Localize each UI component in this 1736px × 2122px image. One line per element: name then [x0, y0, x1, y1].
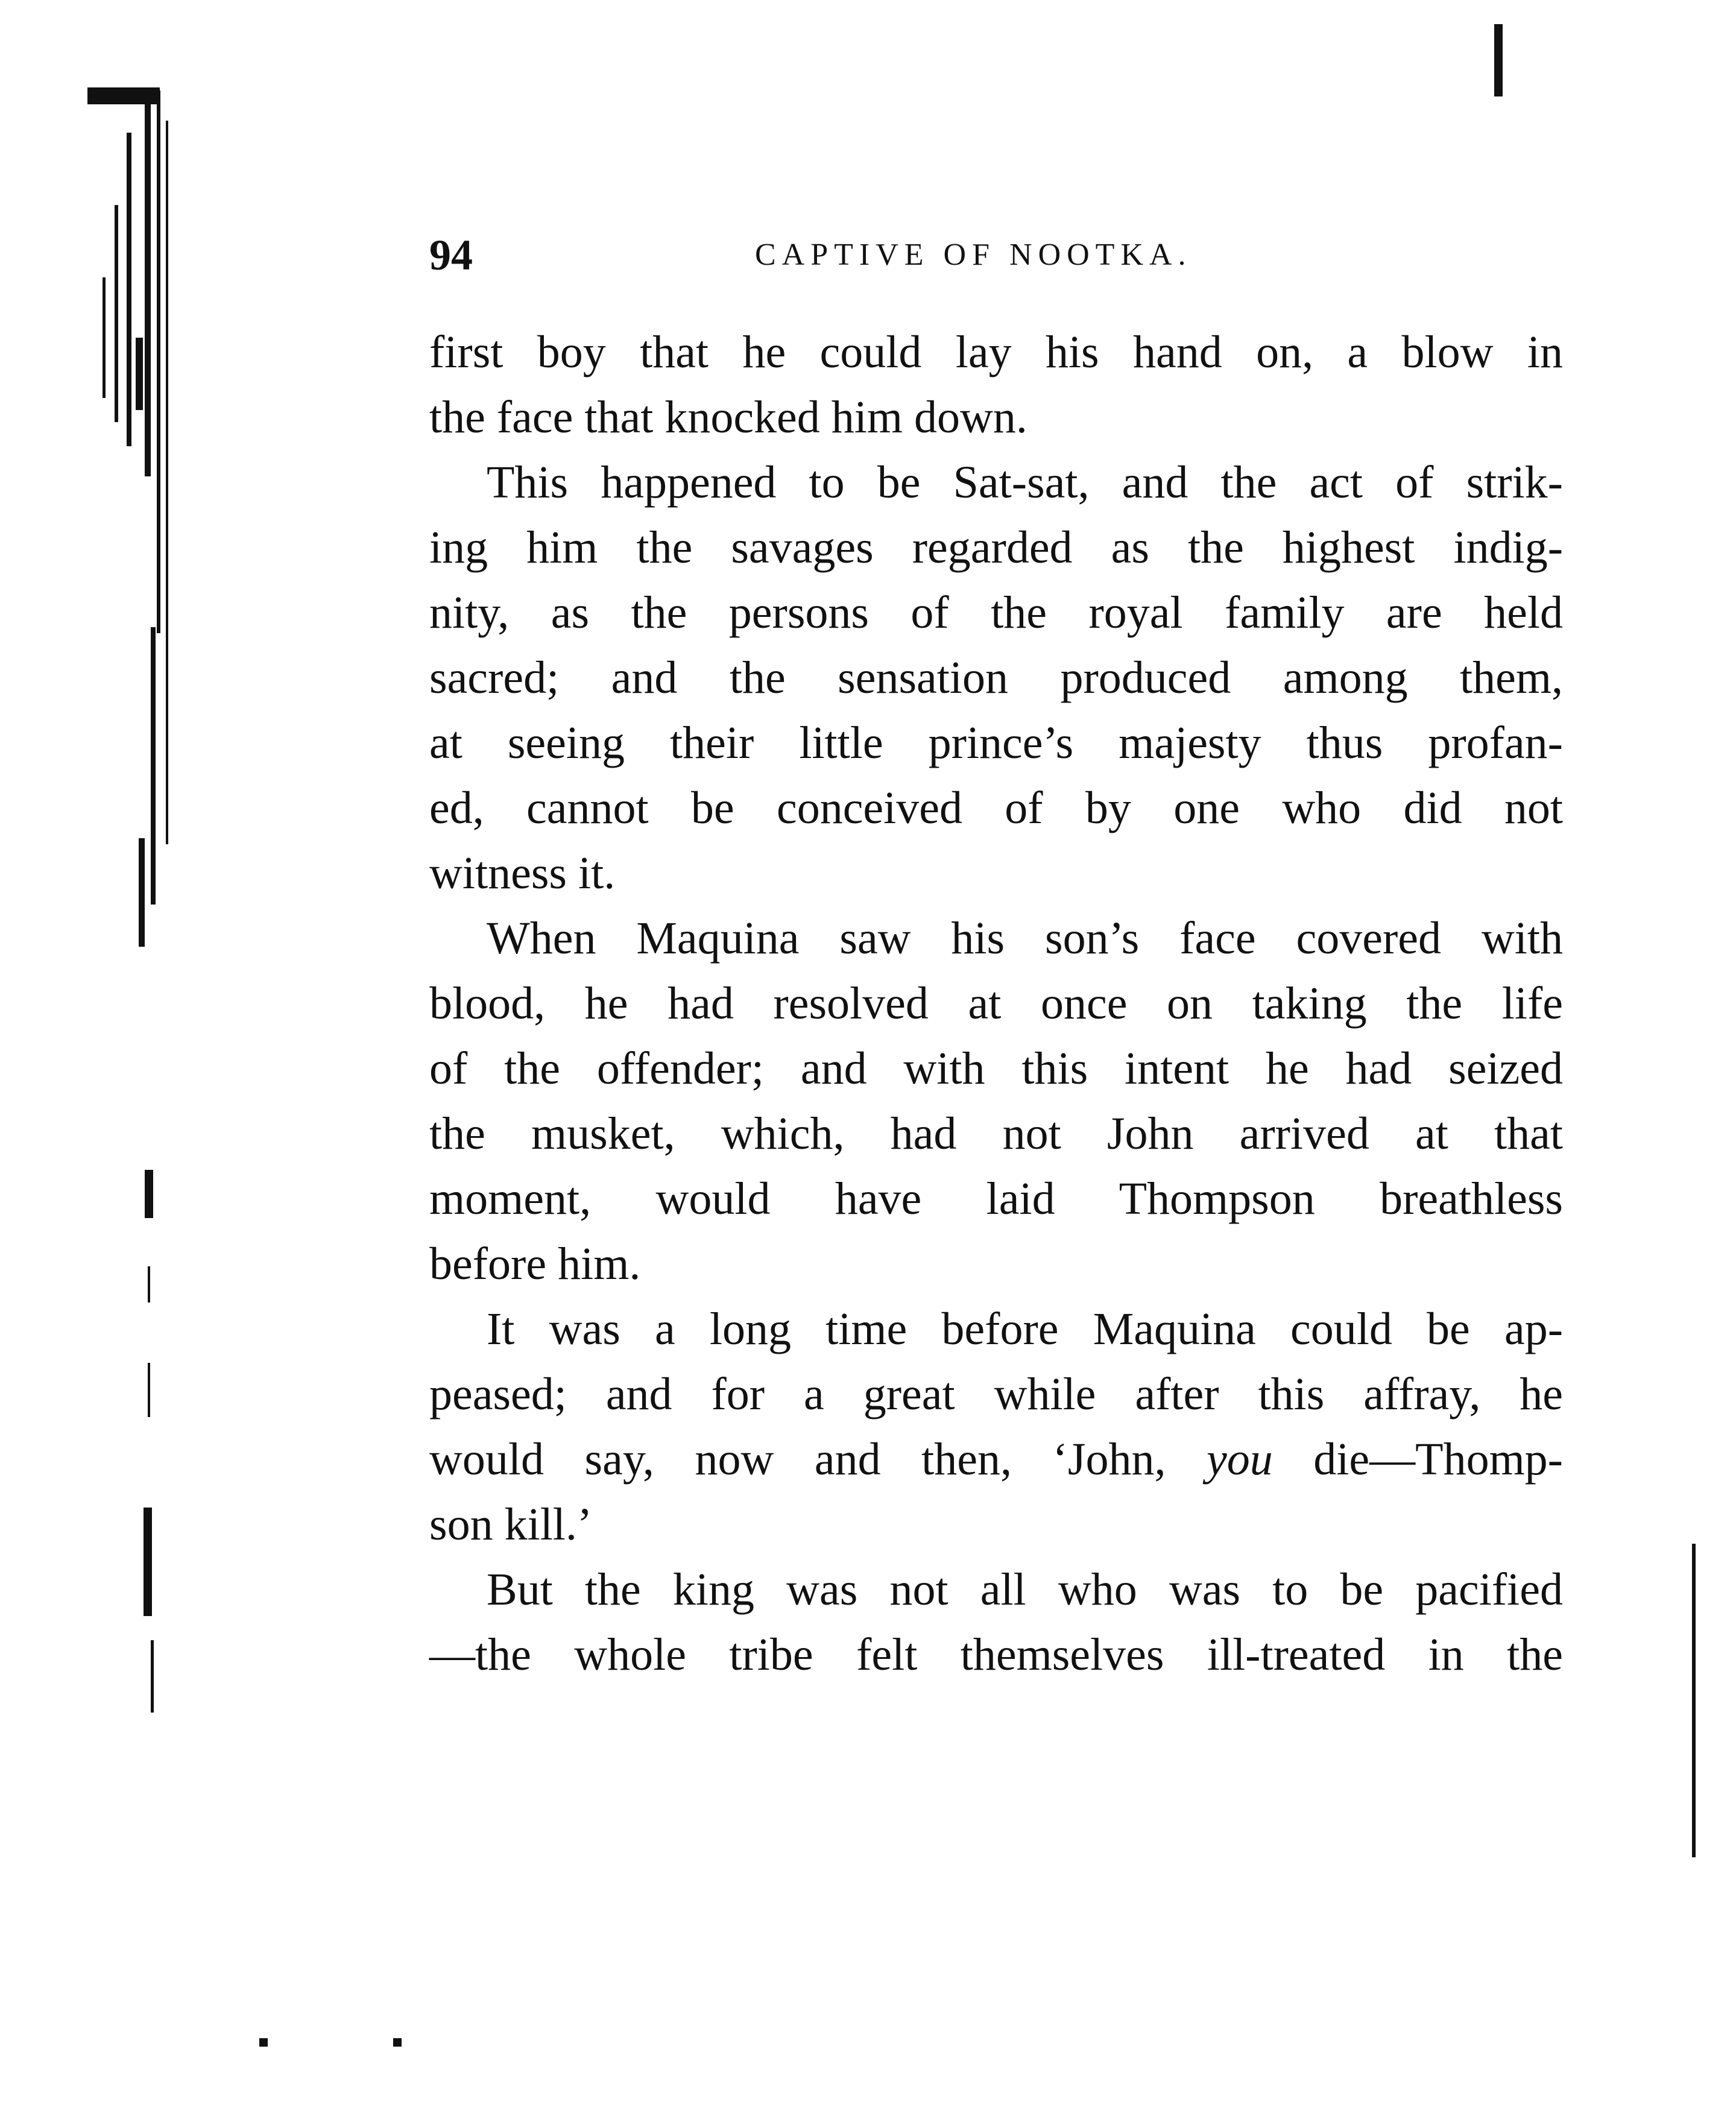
text-line: the musket, which, had not John arrived at that — [429, 1108, 1563, 1159]
scan-dot-right — [393, 2038, 402, 2047]
text-line: at seeing their little prince’s majesty thus profan- — [429, 718, 1563, 768]
italic-word: you — [1207, 1434, 1273, 1485]
text-line: before him. — [429, 1239, 641, 1289]
text-line: blood, he had resolved at once on taking the life — [429, 978, 1563, 1029]
text-line: peased; and for a great while after this affray, he — [429, 1369, 1563, 1419]
text-segment: would say, now and then, ‘John, — [429, 1434, 1166, 1485]
text-line: of the offender; and with this intent he had seized — [429, 1043, 1563, 1094]
scan-right-rule — [1692, 1544, 1696, 1857]
page-number: 94 — [429, 231, 473, 279]
running-head: CAPTIVE OF NOOTKA. — [755, 238, 1192, 272]
body-text — [429, 320, 1563, 1687]
text-line: But the king was not all who was to be pacified — [487, 1564, 1563, 1615]
text-segment: die—Thomp- — [1313, 1434, 1563, 1485]
scan-dot-left — [259, 2038, 268, 2047]
scan-gutter-artifacts — [60, 84, 199, 1761]
text-line: —the whole tribe felt themselves ill-treated in the — [429, 1629, 1563, 1680]
text-line-with-italic — [429, 1427, 1563, 1492]
page-header — [429, 222, 1563, 288]
text-line: When Maquina saw his son’s face covered with — [487, 913, 1563, 964]
text-line: first boy that he could lay his hand on, a blow in — [429, 327, 1563, 377]
text-line: son kill.’ — [429, 1499, 593, 1550]
scan-top-right-mark — [1494, 24, 1503, 96]
text-line: sacred; and the sensation produced among them, — [429, 652, 1563, 703]
text-line: moment, would have laid Thompson breathless — [429, 1173, 1563, 1224]
text-line: witness it. — [429, 848, 616, 898]
text-line: This happened to be Sat-sat, and the act of strik- — [487, 457, 1563, 508]
text-line: the face that knocked him down. — [429, 392, 1027, 443]
text-line: ing him the savages regarded as the highest indig- — [429, 522, 1563, 573]
text-line: It was a long time before Maquina could be ap- — [487, 1304, 1563, 1354]
text-line: ed, cannot be conceived of by one who did not — [429, 783, 1563, 833]
text-line: nity, as the persons of the royal family are held — [429, 587, 1563, 638]
